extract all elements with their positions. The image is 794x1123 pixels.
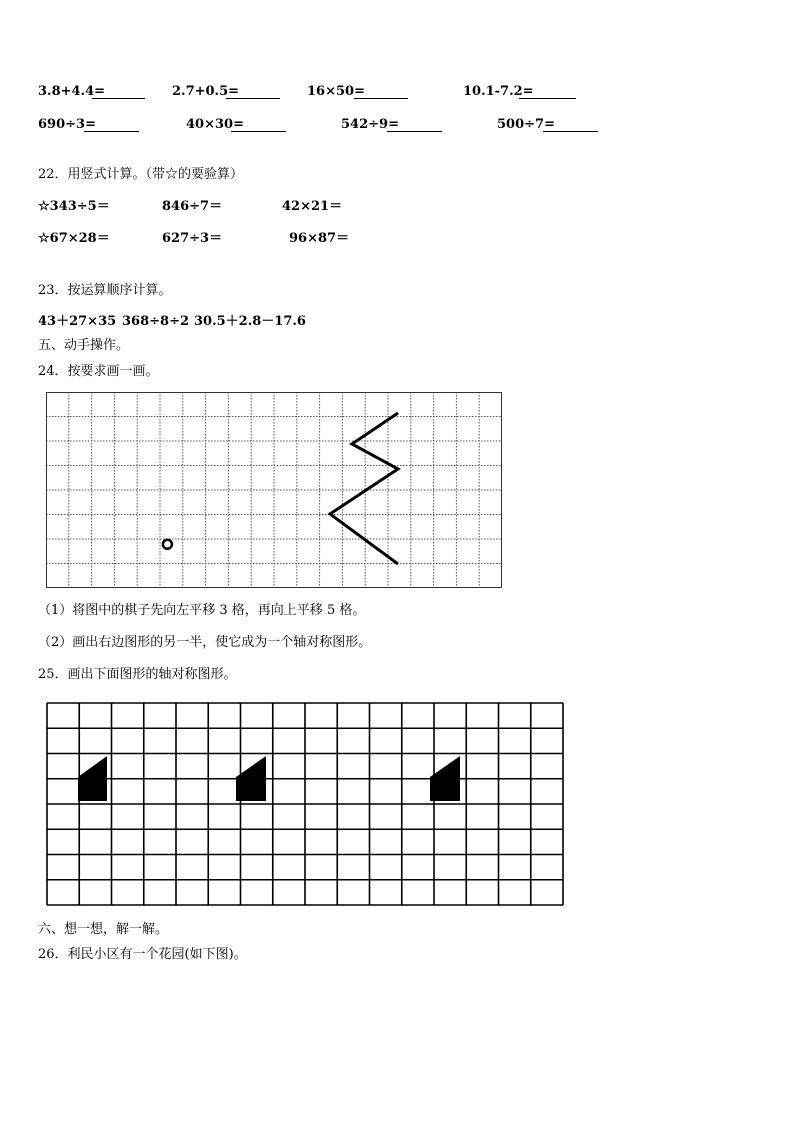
q22-title: 22．用竖式计算。（带☆的要验算） <box>38 167 244 182</box>
q22-item: ☆343÷5＝ <box>38 199 110 214</box>
q22-item: 627÷3＝ <box>162 231 223 246</box>
q22-item: 42×21＝ <box>282 199 343 214</box>
calc-1-2: 2.7+0.5= <box>172 84 240 99</box>
answer-blank[interactable] <box>543 131 598 132</box>
trapezoid-shape <box>78 756 107 801</box>
q23-item: 43＋27×35 <box>38 314 117 329</box>
q23-item: 368÷8÷2 <box>122 314 190 329</box>
chess-piece-icon[interactable] <box>163 540 172 549</box>
q24-sub2: （2）画出右边图形的另一半，使它成为一个轴对称图形。 <box>38 635 372 650</box>
q22-item: 846÷7＝ <box>162 199 223 214</box>
answer-blank[interactable] <box>519 98 576 99</box>
answer-blank[interactable] <box>84 131 139 132</box>
calc-2-4: 500÷7= <box>497 117 555 132</box>
calc-1-4: 10.1-7.2= <box>463 84 534 99</box>
section-heading: 六、想一想，解一解。 <box>38 922 169 937</box>
calc-1-3: 16×50= <box>307 84 365 99</box>
q24-title: 24．按要求画一画。 <box>38 364 159 379</box>
q23-title: 23．按运算顺序计算。 <box>38 283 172 298</box>
square-grid-25[interactable] <box>46 702 564 906</box>
calc-2-1: 690÷3= <box>38 117 96 132</box>
section-heading: 五、动手操作。 <box>38 338 130 353</box>
answer-blank[interactable] <box>387 131 442 132</box>
answer-blank[interactable] <box>92 98 145 99</box>
calc-2-2: 40×30= <box>186 117 244 132</box>
answer-blank[interactable] <box>226 98 280 99</box>
q26-title: 26．利民小区有一个花园(如下图)。 <box>38 947 247 962</box>
dotted-grid-24[interactable] <box>46 392 502 588</box>
calc-1-1: 3.8+4.4= <box>38 84 106 99</box>
q22-item: 96×87＝ <box>289 231 350 246</box>
calc-2-3: 542÷9= <box>341 117 399 132</box>
answer-blank[interactable] <box>354 98 408 99</box>
dotted-grid-lines <box>46 392 502 588</box>
q24-sub1: （1）将图中的棋子先向左平移 3 格，再向上平移 5 格。 <box>38 603 366 618</box>
q23-item: 30.5＋2.8－17.6 <box>194 314 306 329</box>
square-grid-lines <box>47 703 563 905</box>
answer-blank[interactable] <box>231 131 286 132</box>
q25-title: 25．画出下面图形的轴对称图形。 <box>38 667 237 682</box>
q22-item: ☆67×28＝ <box>38 231 110 246</box>
